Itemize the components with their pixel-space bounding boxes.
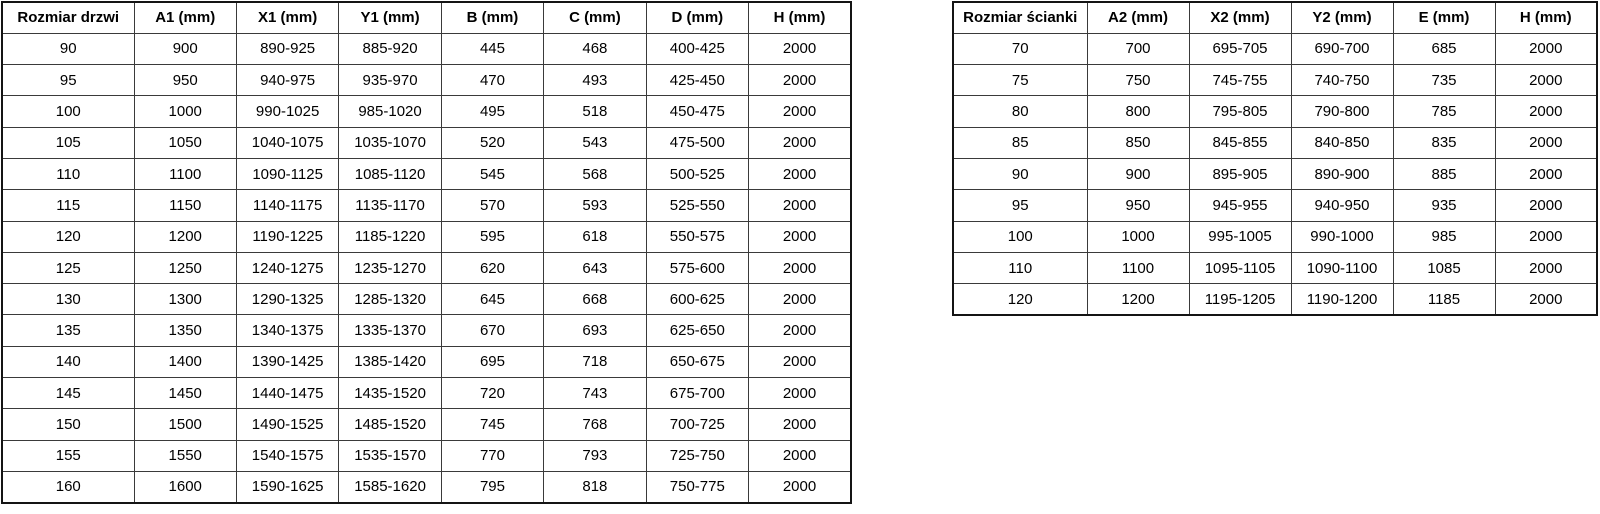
table-cell: 1550	[134, 440, 236, 471]
table-cell: 145	[2, 378, 134, 409]
table-row	[953, 190, 1597, 221]
table-cell: 1540-1575	[236, 440, 338, 471]
table-cell: 695	[441, 346, 543, 377]
table-cell: 2000	[1495, 158, 1597, 189]
table-cell: 950	[134, 65, 236, 96]
table-cell: 95	[2, 65, 134, 96]
table-cell: 2000	[1495, 252, 1597, 283]
table-cell: 1040-1075	[236, 127, 338, 158]
table-cell: 1100	[134, 158, 236, 189]
table-cell: 685	[1393, 33, 1495, 64]
table-cell: 740-750	[1291, 65, 1393, 96]
table-cell: 595	[441, 221, 543, 252]
column-header: X1 (mm)	[236, 2, 338, 33]
table-cell: 845-855	[1189, 127, 1291, 158]
table-row	[953, 127, 1597, 158]
table-cell: 945-955	[1189, 190, 1291, 221]
column-header: X2 (mm)	[1189, 2, 1291, 33]
table-cell: 985	[1393, 221, 1495, 252]
table-cell: 1535-1570	[339, 440, 441, 471]
table-cell: 1335-1370	[339, 315, 441, 346]
table-cell: 2000	[1495, 190, 1597, 221]
table-cell: 1290-1325	[236, 284, 338, 315]
table-cell: 150	[2, 409, 134, 440]
table-cell: 1390-1425	[236, 346, 338, 377]
table-cell: 1135-1170	[339, 190, 441, 221]
table-cell: 985-1020	[339, 96, 441, 127]
table-cell: 1485-1520	[339, 409, 441, 440]
table-cell: 790-800	[1291, 96, 1393, 127]
table-row	[2, 221, 851, 252]
table-cell: 1190-1225	[236, 221, 338, 252]
table-cell: 1000	[134, 96, 236, 127]
table-cell: 593	[544, 190, 646, 221]
table-cell: 520	[441, 127, 543, 158]
table-cell: 620	[441, 252, 543, 283]
table-row	[2, 409, 851, 440]
table-cell: 618	[544, 221, 646, 252]
table-cell: 690-700	[1291, 33, 1393, 64]
table-cell: 525-550	[646, 190, 748, 221]
table-row	[2, 346, 851, 377]
table-cell: 768	[544, 409, 646, 440]
table-cell: 745-755	[1189, 65, 1291, 96]
table-cell: 650-675	[646, 346, 748, 377]
table-cell: 2000	[1495, 127, 1597, 158]
table-cell: 800	[1087, 96, 1189, 127]
table-row	[2, 471, 851, 502]
table-cell: 1185-1220	[339, 221, 441, 252]
table-cell: 1350	[134, 315, 236, 346]
table-cell: 625-650	[646, 315, 748, 346]
table-cell: 1585-1620	[339, 471, 441, 502]
table-row	[2, 284, 851, 315]
header-row	[2, 2, 851, 33]
wall-size-table	[952, 1, 1598, 316]
table-cell: 795-805	[1189, 96, 1291, 127]
table-cell: 468	[544, 33, 646, 64]
table-cell: 1085-1120	[339, 158, 441, 189]
table-cell: 835	[1393, 127, 1495, 158]
table-cell: 95	[953, 190, 1087, 221]
table-cell: 493	[544, 65, 646, 96]
table-cell: 745	[441, 409, 543, 440]
table-cell: 450-475	[646, 96, 748, 127]
column-header: A2 (mm)	[1087, 2, 1189, 33]
table-row	[953, 252, 1597, 283]
table-cell: 1490-1525	[236, 409, 338, 440]
table-cell: 1090-1100	[1291, 252, 1393, 283]
table-cell: 1340-1375	[236, 315, 338, 346]
table-cell: 770	[441, 440, 543, 471]
table-cell: 115	[2, 190, 134, 221]
table-cell: 2000	[749, 409, 851, 440]
table-cell: 100	[2, 96, 134, 127]
table-cell: 990-1025	[236, 96, 338, 127]
table-cell: 1500	[134, 409, 236, 440]
table-cell: 100	[953, 221, 1087, 252]
table-cell: 1440-1475	[236, 378, 338, 409]
table-cell: 725-750	[646, 440, 748, 471]
column-header: C (mm)	[544, 2, 646, 33]
table-cell: 890-925	[236, 33, 338, 64]
table-row	[2, 440, 851, 471]
column-header: A1 (mm)	[134, 2, 236, 33]
table-cell: 1400	[134, 346, 236, 377]
table-cell: 670	[441, 315, 543, 346]
table-cell: 895-905	[1189, 158, 1291, 189]
table-cell: 2000	[1495, 65, 1597, 96]
table-row	[2, 65, 851, 96]
table-cell: 1050	[134, 127, 236, 158]
table-cell: 675-700	[646, 378, 748, 409]
table-cell: 90	[953, 158, 1087, 189]
table-cell: 885-920	[339, 33, 441, 64]
table-cell: 75	[953, 65, 1087, 96]
table-cell: 1150	[134, 190, 236, 221]
table-cell: 125	[2, 252, 134, 283]
table-cell: 568	[544, 158, 646, 189]
table-cell: 140	[2, 346, 134, 377]
table-cell: 1590-1625	[236, 471, 338, 502]
table-cell: 645	[441, 284, 543, 315]
table-cell: 1285-1320	[339, 284, 441, 315]
table-cell: 750-775	[646, 471, 748, 502]
table-cell: 1085	[1393, 252, 1495, 283]
table-cell: 1250	[134, 252, 236, 283]
table-row	[2, 315, 851, 346]
table-cell: 720	[441, 378, 543, 409]
table-cell: 90	[2, 33, 134, 64]
table-cell: 518	[544, 96, 646, 127]
column-header: Rozmiar ścianki	[953, 2, 1087, 33]
table-cell: 1190-1200	[1291, 284, 1393, 315]
table-cell: 700-725	[646, 409, 748, 440]
column-header: Rozmiar drzwi	[2, 2, 134, 33]
table-cell: 1600	[134, 471, 236, 502]
table-cell: 110	[2, 158, 134, 189]
table-cell: 1140-1175	[236, 190, 338, 221]
table-cell: 793	[544, 440, 646, 471]
column-header: E (mm)	[1393, 2, 1495, 33]
table-cell: 693	[544, 315, 646, 346]
table-row	[953, 158, 1597, 189]
column-header: D (mm)	[646, 2, 748, 33]
table-cell: 2000	[749, 346, 851, 377]
table-cell: 1100	[1087, 252, 1189, 283]
table-cell: 735	[1393, 65, 1495, 96]
table-cell: 160	[2, 471, 134, 502]
table-cell: 545	[441, 158, 543, 189]
table-row	[2, 158, 851, 189]
table-cell: 785	[1393, 96, 1495, 127]
table-cell: 2000	[749, 471, 851, 502]
table-cell: 105	[2, 127, 134, 158]
table-row	[2, 127, 851, 158]
table-row	[2, 252, 851, 283]
table-cell: 2000	[1495, 284, 1597, 315]
table-cell: 2000	[749, 127, 851, 158]
table-cell: 840-850	[1291, 127, 1393, 158]
table-row	[2, 378, 851, 409]
table-cell: 743	[544, 378, 646, 409]
table-cell: 500-525	[646, 158, 748, 189]
table-row	[2, 190, 851, 221]
table-cell: 1300	[134, 284, 236, 315]
table-cell: 2000	[749, 284, 851, 315]
table-cell: 890-900	[1291, 158, 1393, 189]
table-cell: 475-500	[646, 127, 748, 158]
column-header: B (mm)	[441, 2, 543, 33]
table-cell: 1090-1125	[236, 158, 338, 189]
table-cell: 2000	[749, 190, 851, 221]
table-cell: 495	[441, 96, 543, 127]
table-cell: 1095-1105	[1189, 252, 1291, 283]
table-cell: 575-600	[646, 252, 748, 283]
table-row	[953, 33, 1597, 64]
table-cell: 1450	[134, 378, 236, 409]
table-cell: 80	[953, 96, 1087, 127]
table-cell: 1200	[134, 221, 236, 252]
table-cell: 110	[953, 252, 1087, 283]
column-header: Y1 (mm)	[339, 2, 441, 33]
table-cell: 990-1000	[1291, 221, 1393, 252]
table-cell: 935	[1393, 190, 1495, 221]
table-cell: 2000	[1495, 96, 1597, 127]
table-cell: 70	[953, 33, 1087, 64]
table-cell: 135	[2, 315, 134, 346]
table-cell: 1035-1070	[339, 127, 441, 158]
table-cell: 1240-1275	[236, 252, 338, 283]
table-row	[953, 221, 1597, 252]
table-cell: 2000	[749, 65, 851, 96]
table-cell: 643	[544, 252, 646, 283]
table-row	[953, 96, 1597, 127]
table-cell: 940-975	[236, 65, 338, 96]
table-cell: 900	[134, 33, 236, 64]
table-cell: 470	[441, 65, 543, 96]
table-cell: 600-625	[646, 284, 748, 315]
table-cell: 445	[441, 33, 543, 64]
table-row	[953, 284, 1597, 315]
table-cell: 1235-1270	[339, 252, 441, 283]
column-header: Y2 (mm)	[1291, 2, 1393, 33]
table-cell: 795	[441, 471, 543, 502]
table-cell: 400-425	[646, 33, 748, 64]
table-row	[2, 96, 851, 127]
table-cell: 668	[544, 284, 646, 315]
table-cell: 2000	[749, 440, 851, 471]
table-cell: 900	[1087, 158, 1189, 189]
table-cell: 718	[544, 346, 646, 377]
table-cell: 120	[953, 284, 1087, 315]
header-row	[953, 2, 1597, 33]
table-cell: 2000	[749, 96, 851, 127]
table-cell: 850	[1087, 127, 1189, 158]
door-size-table	[1, 1, 852, 504]
table-cell: 1185	[1393, 284, 1495, 315]
table-cell: 120	[2, 221, 134, 252]
table-cell: 1200	[1087, 284, 1189, 315]
table-cell: 995-1005	[1189, 221, 1291, 252]
table-cell: 695-705	[1189, 33, 1291, 64]
table-cell: 85	[953, 127, 1087, 158]
table-row	[953, 65, 1597, 96]
table-cell: 2000	[1495, 221, 1597, 252]
table-cell: 155	[2, 440, 134, 471]
table-cell: 1195-1205	[1189, 284, 1291, 315]
table-cell: 1000	[1087, 221, 1189, 252]
table-cell: 130	[2, 284, 134, 315]
table-cell: 1435-1520	[339, 378, 441, 409]
table-cell: 550-575	[646, 221, 748, 252]
table-cell: 2000	[749, 315, 851, 346]
table-row	[2, 33, 851, 64]
table-cell: 700	[1087, 33, 1189, 64]
table-cell: 2000	[749, 33, 851, 64]
column-header: H (mm)	[1495, 2, 1597, 33]
table-cell: 543	[544, 127, 646, 158]
table-cell: 2000	[749, 252, 851, 283]
table-cell: 935-970	[339, 65, 441, 96]
table-cell: 2000	[1495, 33, 1597, 64]
column-header: H (mm)	[749, 2, 851, 33]
table-cell: 885	[1393, 158, 1495, 189]
table-cell: 940-950	[1291, 190, 1393, 221]
table-cell: 2000	[749, 378, 851, 409]
table-cell: 2000	[749, 158, 851, 189]
table-cell: 2000	[749, 221, 851, 252]
table-cell: 950	[1087, 190, 1189, 221]
table-cell: 570	[441, 190, 543, 221]
table-cell: 750	[1087, 65, 1189, 96]
table-cell: 425-450	[646, 65, 748, 96]
table-cell: 1385-1420	[339, 346, 441, 377]
table-cell: 818	[544, 471, 646, 502]
